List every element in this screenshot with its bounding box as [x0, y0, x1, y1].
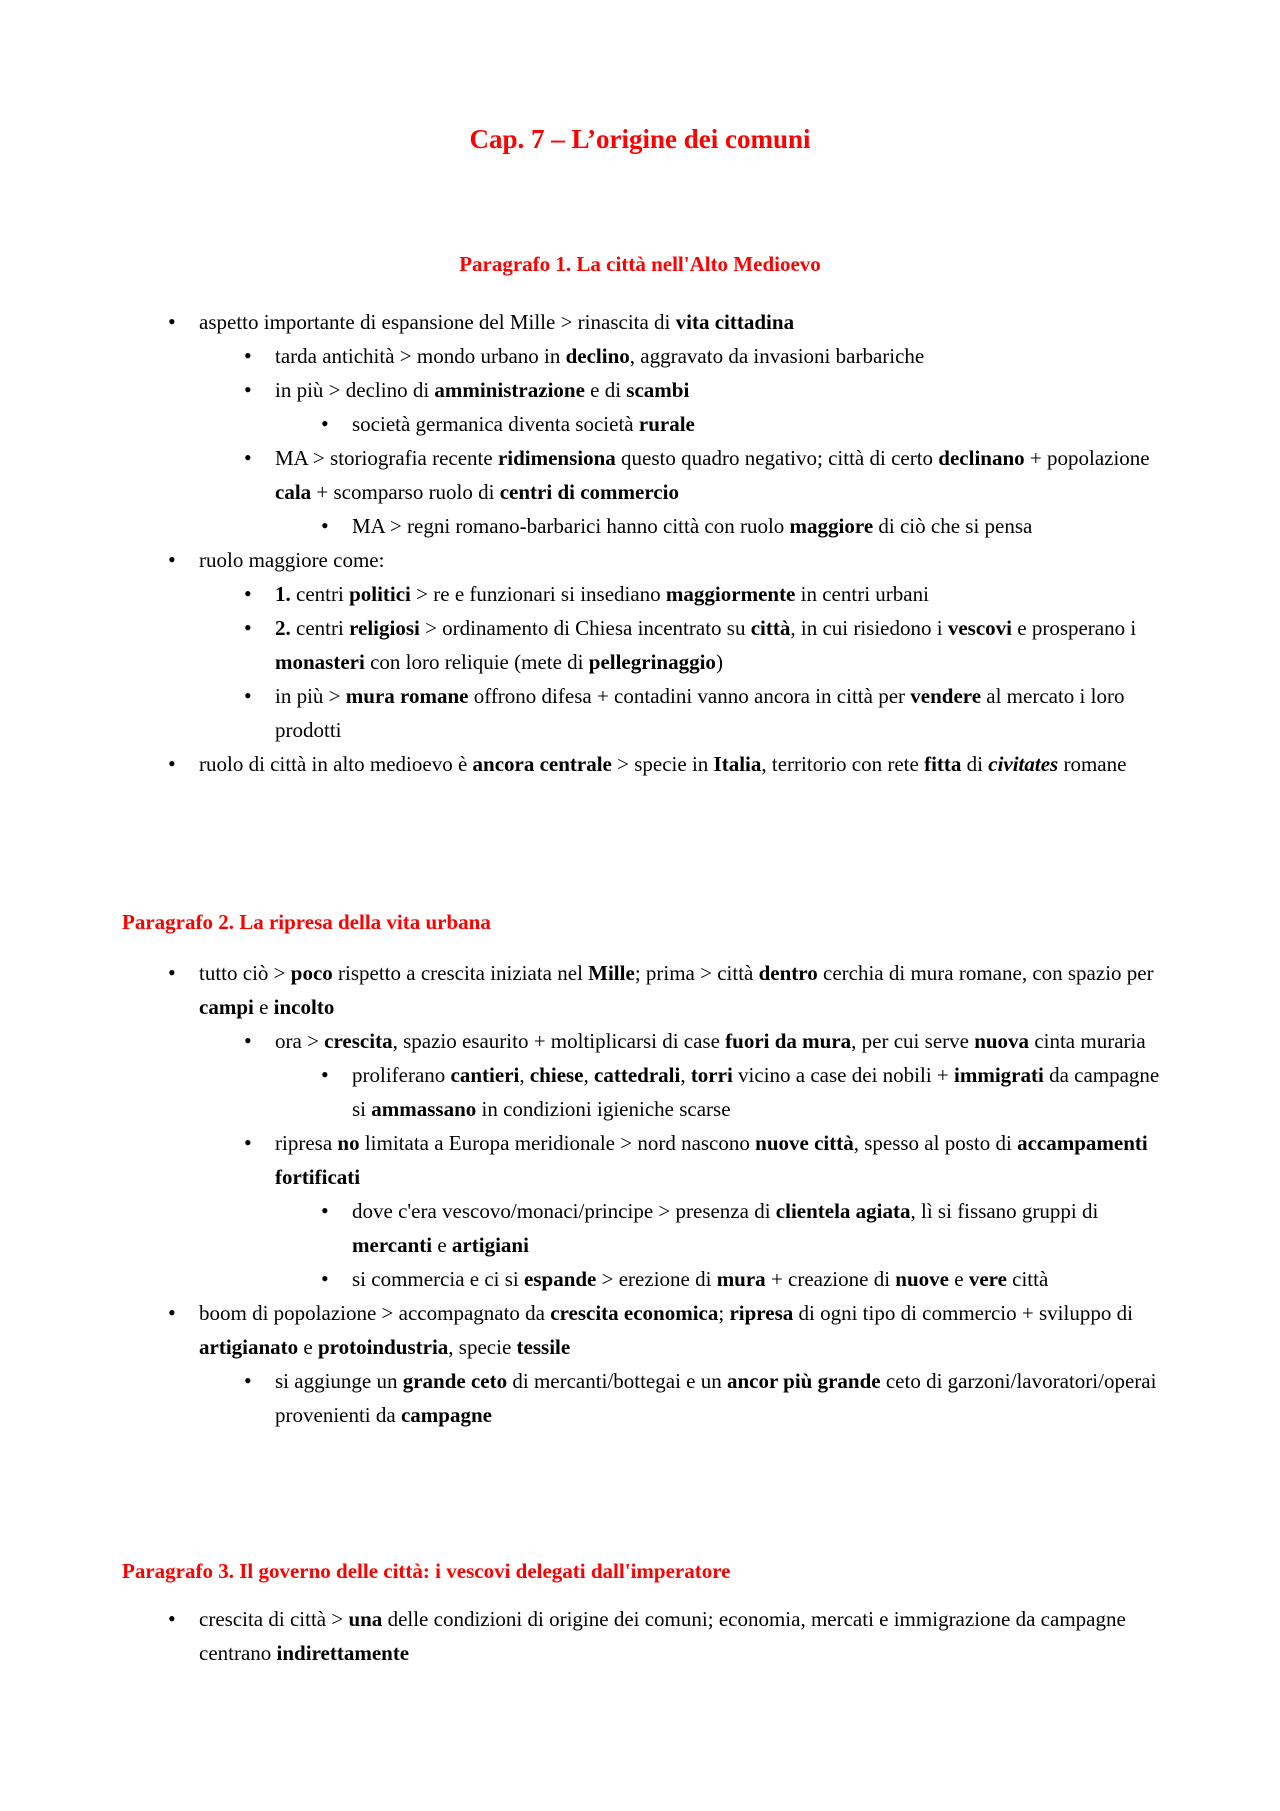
list-item: [0, 1024, 1165, 1058]
bullet-icon: •: [321, 1198, 329, 1223]
list-item-text: crescita di città > una delle condizioni di origine dei comuni; economia, mercati e immigrazione da campagne centrano indirettamente: [199, 1607, 1126, 1665]
list-item: [0, 1126, 1165, 1194]
bullet-icon: •: [321, 411, 329, 436]
list-item: [0, 441, 1165, 509]
bullet-icon: •: [244, 377, 252, 402]
bullet-icon: •: [244, 683, 252, 708]
list-item-text: aspetto importante di espansione del Mille > rinascita di vita cittadina: [199, 310, 795, 334]
list-item-text: ripresa no limitata a Europa meridionale > nord nascono nuove città, spesso al posto di accampamenti fortificati: [275, 1131, 1148, 1189]
bullet-icon: •: [244, 445, 252, 470]
bullet-icon: •: [321, 1062, 329, 1087]
list-item-text: ora > crescita, spazio esaurito + moltiplicarsi di case fuori da mura, per cui serve nuova cinta muraria: [275, 1029, 1146, 1053]
list-item: [0, 1194, 1162, 1262]
section-heading-1: Paragrafo 1. La città nell'Alto Medioevo: [459, 252, 821, 276]
bullet-icon: •: [244, 615, 252, 640]
section-heading-3: Paragrafo 3. Il governo delle città: i vescovi delegati dall'imperatore: [122, 1559, 731, 1583]
list-item-text: proliferano cantieri, chiese, cattedrali, torri vicino a case dei nobili + immigrati da campagne si ammassano in condizioni igieniche scarse: [352, 1063, 1160, 1121]
section-list-3: [0, 1602, 1280, 1670]
bullet-icon: •: [321, 513, 329, 538]
list-item-text: tarda antichità > mondo urbano in declino, aggravato da invasioni barbariche: [275, 344, 925, 368]
list-item-text: tutto ciò > poco rispetto a crescita iniziata nel Mille; prima > città dentro cerchia di mura romane, con spazio per campi e incolto: [199, 961, 1154, 1019]
list-item-text: ruolo di città in alto medioevo è ancora centrale > specie in Italia, territorio con rete fitta di civitates romane: [199, 752, 1127, 776]
section-list-2: [0, 956, 1280, 1432]
bullet-icon: •: [244, 1028, 252, 1053]
bullet-icon: •: [168, 309, 176, 334]
list-item-text: dove c'era vescovo/monaci/principe > presenza di clientela agiata, lì si fissano gruppi di mercanti e artigiani: [352, 1199, 1099, 1257]
document-title: Cap. 7 – L’origine dei comuni: [469, 124, 811, 154]
list-item: [0, 339, 1165, 373]
bullet-icon: •: [168, 960, 176, 985]
list-item: [0, 956, 1159, 1024]
list-item-text: in più > mura romane offrono difesa + contadini vanno ancora in città per vendere al mercato i loro prodotti: [275, 684, 1125, 742]
list-item-text: si aggiunge un grande ceto di mercanti/bottegai e un ancor più grande ceto di garzoni/lavoratori/operai provenienti da campagne: [275, 1369, 1157, 1427]
bullet-icon: •: [244, 581, 252, 606]
bullet-icon: •: [168, 1300, 176, 1325]
list-item: [0, 1058, 1162, 1126]
list-item-text: 1. centri politici > re e funzionari si insediano maggiormente in centri urbani: [275, 582, 929, 606]
bullet-icon: •: [168, 751, 176, 776]
list-item: [0, 1296, 1159, 1364]
list-item: [0, 747, 1159, 781]
list-item: [0, 577, 1165, 611]
list-item-text: in più > declino di amministrazione e di scambi: [275, 378, 690, 402]
bullet-icon: •: [168, 1606, 176, 1631]
list-item: [0, 1262, 1162, 1296]
bullet-icon: •: [244, 1130, 252, 1155]
list-item: [0, 611, 1165, 679]
bullet-icon: •: [244, 1368, 252, 1393]
list-item-text: ruolo maggiore come:: [199, 548, 385, 572]
list-item: [0, 679, 1165, 747]
list-item-text: si commercia e ci si espande > erezione di mura + creazione di nuove e vere città: [352, 1267, 1049, 1291]
bullet-icon: •: [321, 1266, 329, 1291]
list-item: [0, 373, 1165, 407]
list-item: [0, 1602, 1159, 1670]
list-item-text: MA > regni romano-barbarici hanno città con ruolo maggiore di ciò che si pensa: [352, 514, 1033, 538]
list-item: [0, 509, 1162, 543]
section-heading-2: Paragrafo 2. La ripresa della vita urbana: [122, 910, 491, 934]
bullet-icon: •: [244, 343, 252, 368]
list-item-text: società germanica diventa società rurale: [352, 412, 695, 436]
list-item: [0, 305, 1159, 339]
list-item: [0, 543, 1159, 577]
list-item-text: boom di popolazione > accompagnato da crescita economica; ripresa di ogni tipo di commercio + sviluppo di artigianato e protoindustria, specie tessile: [199, 1301, 1133, 1359]
list-item-text: 2. centri religiosi > ordinamento di Chiesa incentrato su città, in cui risiedono i vescovi e prosperano i monasteri con loro reliquie (mete di pellegrinaggio): [275, 616, 1137, 674]
bullet-icon: •: [168, 547, 176, 572]
list-item: [0, 1364, 1165, 1432]
section-list-1: [0, 305, 1280, 781]
list-item: [0, 407, 1162, 441]
list-item-text: MA > storiografia recente ridimensiona questo quadro negativo; città di certo declinano + popolazione cala + scomparso ruolo di centri di commercio: [275, 446, 1150, 504]
